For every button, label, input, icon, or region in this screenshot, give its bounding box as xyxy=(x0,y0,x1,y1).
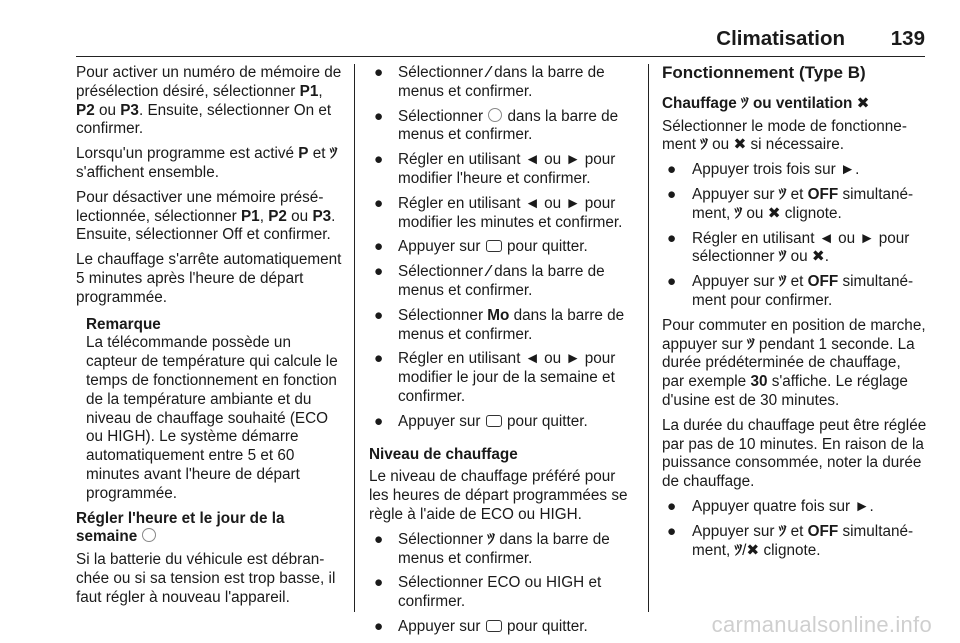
list-item: ● Appuyer sur ﾂ et OFF simultanément, ﾂ ou ✖ clignote. xyxy=(667,185,914,222)
section-heading: Fonctionnement (Type B) xyxy=(662,63,866,82)
subheading: Régler l'heure et le jour de la semaine xyxy=(76,509,285,546)
heat-icon: ﾂ xyxy=(734,541,743,559)
heat-icon: ﾂ xyxy=(778,273,787,291)
left-arrow-icon: ◄ xyxy=(524,350,540,368)
column-3 xyxy=(662,64,927,566)
column-divider xyxy=(648,64,649,612)
list-item: ● Appuyer sur pour quitter. xyxy=(374,412,588,430)
note-body: La télécommande possède un capteur de température qui calcule le temps de fonctionnement en fonction de la température ambiante et du niveau de chauffage souhaité (ECO ou HIGH). Le système démarre automatiquement entre 5 et 60 minutes avant l'heure de départ programmée. xyxy=(86,334,338,502)
list-item: ● Appuyer sur pour quitter. xyxy=(374,617,588,635)
section-title: Climatisation xyxy=(716,27,845,50)
header-rule xyxy=(76,56,925,57)
fan-icon: ✖ xyxy=(856,94,870,112)
back-box-icon xyxy=(486,620,502,632)
step-list xyxy=(662,498,927,560)
list-item: ● Sélectionner ⁄ dans la barre de menus et confirmer. xyxy=(374,263,605,299)
heat-icon: ﾂ xyxy=(747,335,755,353)
list-item: ● Sélectionner dans la barre de menus et confirmer. xyxy=(374,107,619,144)
heat-icon: ﾂ xyxy=(734,204,743,222)
step-list xyxy=(662,161,927,311)
list-item: ● Régler en utilisant ◄ ou ► pour sélectionner ﾂ ou ✖. xyxy=(667,229,910,266)
clock-icon xyxy=(488,108,502,122)
left-arrow-icon: ◄ xyxy=(524,194,540,212)
column-1 xyxy=(76,64,344,614)
list-item: ● Appuyer sur ﾂ et OFF simultanément pour confirmer. xyxy=(667,273,914,309)
list-item: ● Sélectionner Mo dans la barre de menus et confirmer. xyxy=(374,306,625,343)
paragraph: Pour activer un numéro de mémoire de présélection désiré, sélectionner P1, P2 ou P3. Ensuite, sélectionner On et confirmer. xyxy=(76,64,342,138)
paragraph: Le niveau de chauffage préféré pour les heures de départ programmées se règle à l'aide de ECO ou HIGH. xyxy=(369,468,628,523)
fan-icon: ✖ xyxy=(767,204,781,222)
list-item: ● Régler en utilisant ◄ ou ► pour modifier l'heure et confirmer. xyxy=(374,151,616,187)
list-item: ● Appuyer quatre fois sur ►. xyxy=(667,497,874,515)
heat-icon: ﾂ xyxy=(778,248,787,266)
list-item: ● Appuyer sur ﾂ et OFF simultanément, ﾂ/✖ clignote. xyxy=(667,522,914,559)
right-arrow-icon: ► xyxy=(565,151,581,169)
step-list xyxy=(369,64,636,432)
column-divider xyxy=(354,64,355,612)
wrench-icon: ⁄ xyxy=(487,263,490,281)
watermark: carmanualsonline.info xyxy=(711,612,932,637)
list-item: ● Sélectionner ﾂ dans la barre de menus et confirmer. xyxy=(374,530,610,567)
right-arrow-icon: ► xyxy=(565,194,581,212)
heat-icon: ﾂ xyxy=(700,136,708,154)
back-box-icon xyxy=(486,415,502,427)
list-item: ● Régler en utilisant ◄ ou ► pour modifier le jour de la semaine et confirmer. xyxy=(374,350,616,405)
heat-icon: ﾂ xyxy=(487,530,495,548)
fan-icon: ✖ xyxy=(811,248,825,266)
paragraph: Pour commuter en position de marche, appuyer sur ﾂ pendant 1 seconde. La durée prédéterminée de chauffage, par exemple 30 s'affiche. Le réglage d'usine est de 30 minutes. xyxy=(662,316,926,409)
subheading: Niveau de chauffage xyxy=(369,445,518,463)
list-item: ● Appuyer sur pour quitter. xyxy=(374,238,588,256)
paragraph: Lorsqu'un programme est activé P et ﾂ s'affichent ensemble. xyxy=(76,145,338,181)
fan-icon: ✖ xyxy=(733,136,747,154)
list-item: ● Appuyer trois fois sur ►. xyxy=(667,161,860,179)
back-box-icon xyxy=(486,240,502,252)
right-arrow-icon: ► xyxy=(839,161,856,179)
list-item: ● Sélectionner ⁄ dans la barre de menus et confirmer. xyxy=(374,64,605,100)
right-arrow-icon: ► xyxy=(565,350,581,368)
paragraph: La durée du chauffage peut être réglée par pas de 10 minutes. En raison de la puissance consommée, noter la durée de chauffage. xyxy=(662,416,927,491)
column-2 xyxy=(369,64,636,643)
left-arrow-icon: ◄ xyxy=(524,151,540,169)
heat-icon: ﾂ xyxy=(329,145,338,163)
list-item: ● Sélectionner ECO ou HIGH et confirmer. xyxy=(374,574,602,611)
subheading: Chauffage ﾂ ou ventilation ✖ xyxy=(662,94,870,112)
paragraph: Pour désactiver une mémoire présélectionnée, sélectionner P1, P2 ou P3. Ensuite, sélectionner Off et confirmer. xyxy=(76,188,336,244)
paragraph: Le chauffage s'arrête automatiquement 5 minutes après l'heure de départ programmée. xyxy=(76,251,342,306)
wrench-icon: ⁄ xyxy=(487,64,490,81)
clock-icon xyxy=(142,528,156,542)
page-header xyxy=(0,22,960,56)
left-arrow-icon: ◄ xyxy=(818,229,834,247)
step-list xyxy=(369,531,636,637)
note-title: Remarque xyxy=(86,315,161,333)
page-number: 139 xyxy=(890,27,925,50)
fan-icon: ✖ xyxy=(746,541,760,559)
heat-icon: ﾂ xyxy=(741,94,749,112)
heat-icon: ﾂ xyxy=(778,185,787,203)
right-arrow-icon: ► xyxy=(854,497,870,515)
right-arrow-icon: ► xyxy=(859,229,875,247)
paragraph: Sélectionner le mode de fonctionnement ﾂ ou ✖ si nécessaire. xyxy=(662,117,907,154)
list-item: ● Régler en utilisant ◄ ou ► pour modifier les minutes et confirmer. xyxy=(374,194,623,231)
note-box xyxy=(86,316,344,504)
paragraph: Si la batterie du véhicule est débranchée ou si sa tension est trop basse, il faut régler à nouveau l'appareil. xyxy=(76,551,336,606)
heat-icon: ﾂ xyxy=(778,522,787,540)
